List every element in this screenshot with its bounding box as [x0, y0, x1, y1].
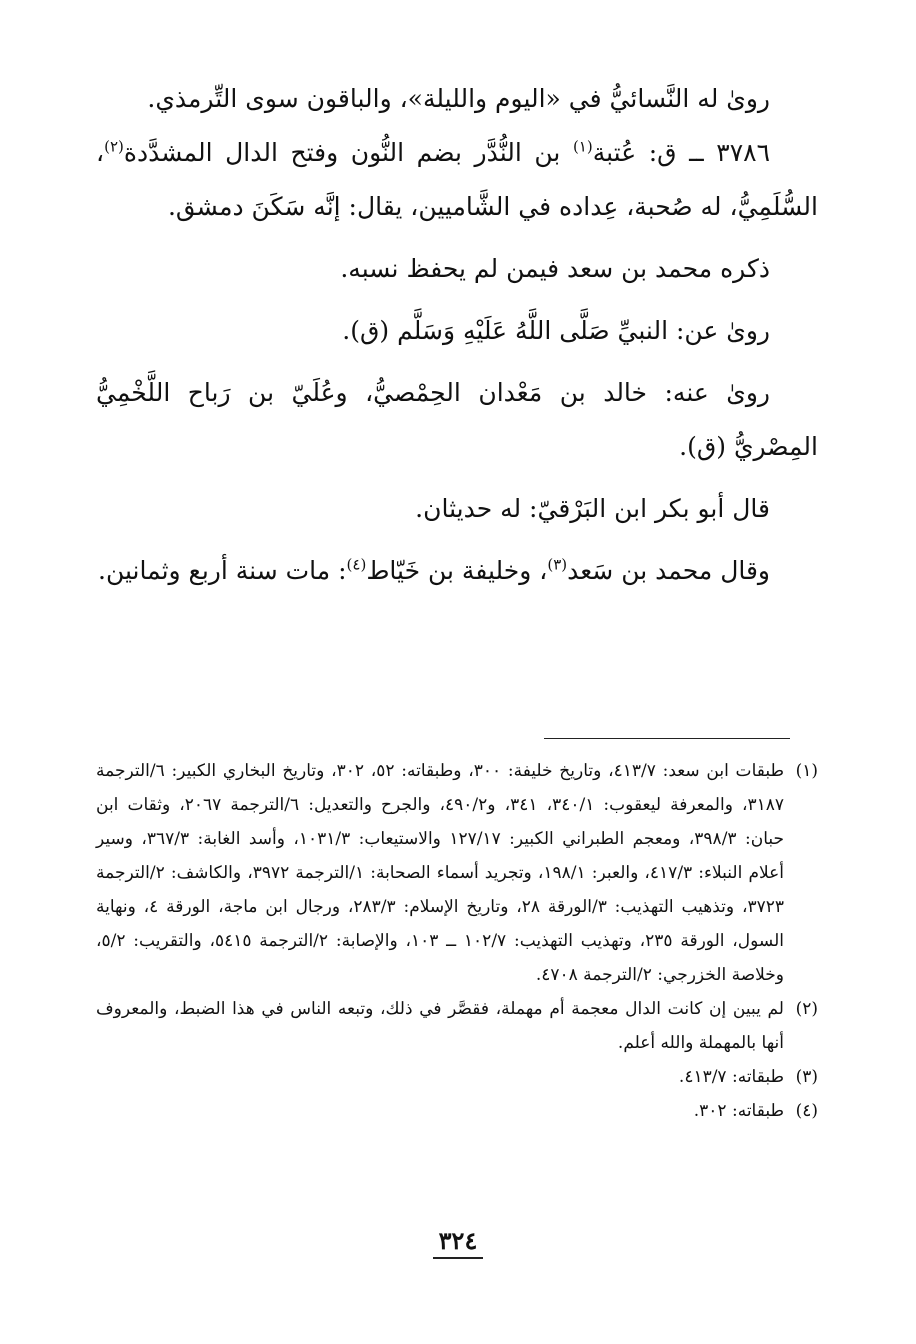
- main-text: [96, 72, 818, 598]
- footnote-ref-1[interactable]: (١): [572, 137, 593, 156]
- footnote-ref-4[interactable]: (٤): [346, 555, 367, 574]
- paragraph-6: قال أبو بكر ابن البَرْقيّ: له حديثان.: [415, 494, 770, 523]
- footnote-text: طبقاته: ٤١٣/٧.: [678, 1067, 784, 1087]
- footnote-text: طبقات ابن سعد: ٤١٣/٧، وتاريخ خليفة: ٣٠٠، وطبقاته: ٥٢، ٣٠٢، وتاريخ البخاري الكبير: ٦/الترجمة ٣١٨٧، والمعرفة ليعقوب: ٣٤٠/١، ٣٤١، و٤٩٠/٢، والجرح والتعديل: ٦/الترجمة ٢٠٦٧، وثقات ابن حبان: ٣٩٨/٣، ومعجم الطبراني الكبير: ١٢٧/١٧ والاستيعاب: ١٠٣١/٣، وأسد الغابة: ٣٦٧/٣، وسير أعلام النبلاء: ٤١٧/٣، والعبر: ١٩٨/١، وتجريد أسماء الصحابة: ١/الترجمة ٣٩٧٢، والكاشف: ٢/الترجمة ٣٧٢٣، وتذهيب التهذيب: ٣/الورقة ٢٨، وتاريخ الإسلام: ٢٨٣/٣، ورجال ابن ماجة، الورقة ٤، ونهاية السول، الورقة ٢٣٥، وتهذيب التهذيب: ١٠٢/٧ ــ ١٠٣، والإصابة: ٢/الترجمة ٥٤١٥، والتقريب: ٥/٢، وخلاصة الخزرجي: ٢/الترجمة ٤٧٠٨.: [96, 761, 785, 985]
- p7-part-2: ، وخليفة بن خَيّاط: [366, 556, 548, 585]
- footnote-number: (٤): [795, 1101, 818, 1121]
- page-number-text: ٣٢٤: [433, 1226, 484, 1259]
- footnote-ref-3[interactable]: (٣): [547, 555, 568, 574]
- footnotes: [96, 754, 818, 1128]
- entry-heading: ٣٧٨٦ ــ ق: عُتبة: [592, 138, 771, 167]
- p7-part-3: : مات سنة أربع وثمانين.: [98, 556, 347, 585]
- footnote-ref-2[interactable]: (٢): [104, 137, 124, 156]
- paragraph-1: روىٰ له النَّسائيُّ في «اليوم والليلة»، والباقون سوى التِّرمذي.: [147, 84, 770, 113]
- narrated-by: روىٰ عنه: خالد بن مَعْدان الحِمْصيُّ، وعُلَيّ بن رَباح اللَّخْمِيُّ المِصْريُّ (ق).: [96, 378, 818, 461]
- entry-text-part-2: ، السُّلَمِيُّ، له صُحبة، عِداده في الشَّاميين، يقال: إنَّه سَكَنَ دمشق.: [96, 138, 818, 221]
- footnote-3: [96, 1060, 818, 1094]
- footnote-number: (٣): [795, 1067, 818, 1087]
- page-number: [0, 1226, 916, 1255]
- paragraph-7: [96, 544, 818, 598]
- entry-text-part-1: بن النُّدَّر بضم النُّون وفتح الدال المشدَّدة: [123, 138, 573, 167]
- footnote-number: (٢): [795, 999, 818, 1019]
- entry-3786: [96, 126, 818, 234]
- paragraph-3: ذكره محمد بن سعد فيمن لم يحفظ نسبه.: [340, 254, 770, 283]
- narrated-from: روىٰ عن: النبيِّ صَلَّى اللَّهُ عَلَيْهِ وَسَلَّم (ق).: [342, 316, 770, 345]
- footnote-number: (١): [795, 761, 818, 781]
- footnote-1: [96, 754, 818, 992]
- footnote-2: [96, 992, 818, 1060]
- footnote-divider: [544, 738, 790, 739]
- footnote-text: لم يبين إن كانت الدال معجمة أم مهملة، فقصَّر في ذلك، وتبعه الناس في هذا الضبط، والمعروف أنها بالمهملة والله أعلم.: [96, 999, 784, 1053]
- footnote-4: [96, 1094, 818, 1128]
- footnote-text: طبقاته: ٣٠٢.: [693, 1101, 784, 1121]
- p7-part-1: وقال محمد بن سَعد: [567, 556, 770, 585]
